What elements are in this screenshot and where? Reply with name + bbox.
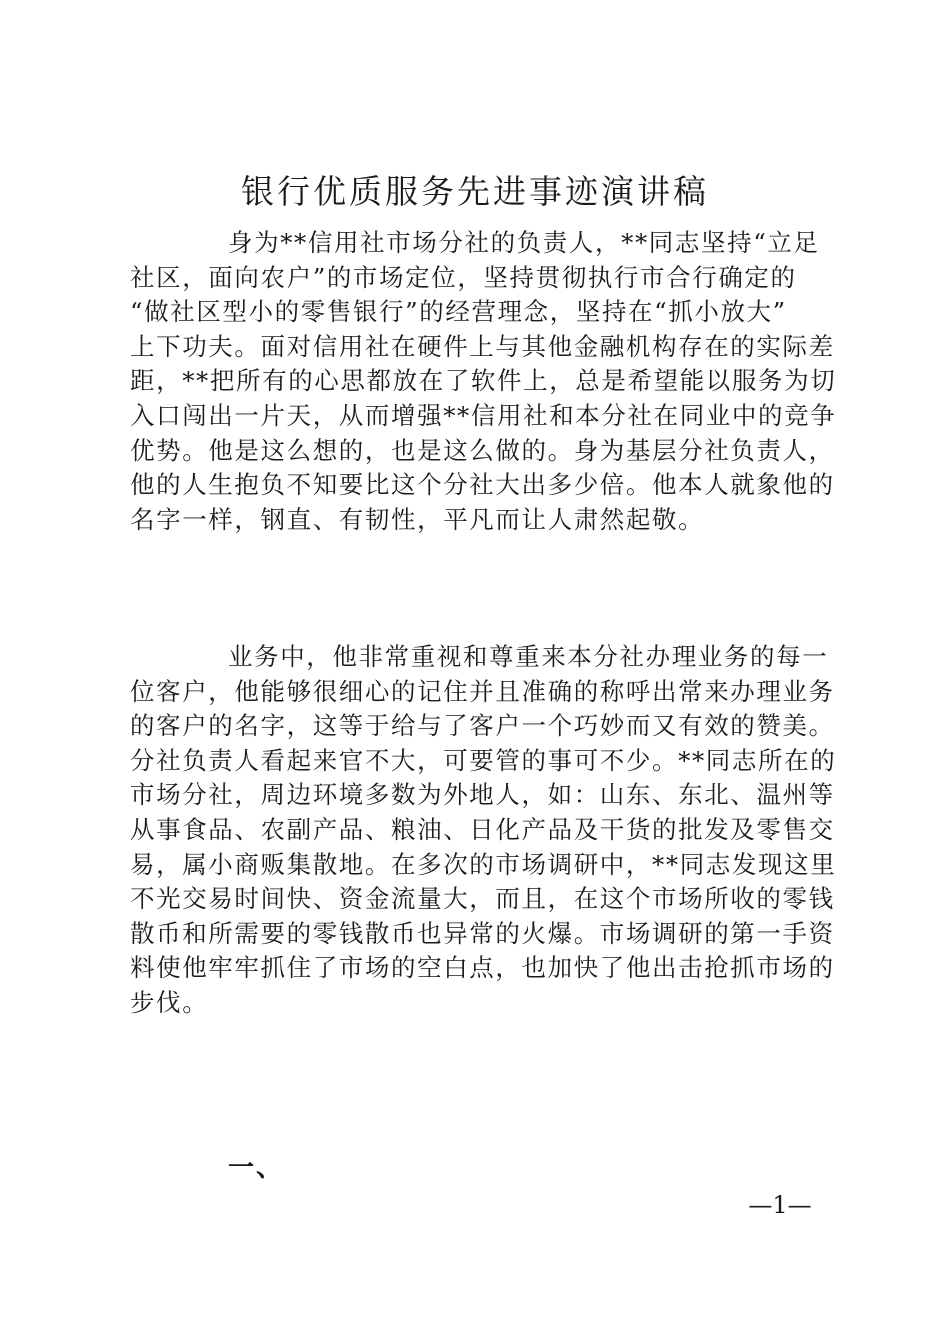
paragraph-2-line: 业务中，他非常重视和尊重来本分社办理业务的每一 (228, 642, 829, 671)
paragraph-1-line: 名字一样，钢直、有韧性，平凡而让人肃然起敬。 (130, 504, 705, 534)
paragraph-1-line: 社区，面向农户”的市场定位，坚持贯彻执行市合行确定的 (130, 262, 797, 292)
paragraph-2-line: 散币和所需要的零钱散币也异常的火爆。市场调研的第一手资 (130, 918, 835, 948)
paragraph-2-line: 步伐。 (130, 987, 209, 1017)
paragraph-1 (130, 226, 837, 537)
paragraph-2-line: 不光交易时间快、资金流量大，而且，在这个市场所收的零钱 (130, 884, 835, 914)
paragraph-1-line: 优势。他是这么想的，也是这么做的。身为基层分社负责人， (130, 435, 835, 465)
paragraph-2-line: 易，属小商贩集散地。在多次的市场调研中，**同志发现这里 (130, 849, 837, 879)
paragraph-1-line: “做社区型小的零售银行”的经营理念，坚持在“抓小放大” (130, 297, 787, 327)
paragraph-1-line: 距，**把所有的心思都放在了软件上，总是希望能以服务为切 (130, 366, 837, 396)
paragraph-2-line: 市场分社，周边环境多数为外地人，如：山东、东北、温州等 (130, 780, 835, 810)
paragraph-2-line: 料使他牢牢抓住了市场的空白点，也加快了他出击抢抓市场的 (130, 953, 835, 983)
paragraph-2-line: 的客户的名字，这等于给与了客户一个巧妙而又有效的赞美。 (130, 711, 835, 741)
paragraph-2 (130, 640, 837, 1021)
document-title: 银行优质服务先进事迹演讲稿 (241, 172, 709, 211)
paragraph-1-line: 身为**信用社市场分社的负责人，**同志坚持“立足 (228, 228, 820, 257)
paragraph-2-line: 位客户，他能够很细心的记住并且准确的称呼出常来办理业务 (130, 676, 835, 706)
paragraph-2-line: 从事食品、农副产品、粮油、日化产品及干货的批发及零售交 (130, 814, 835, 844)
page-number: —1— (748, 1191, 812, 1219)
section-heading: 一、 (228, 1153, 285, 1183)
paragraph-2-line: 分社负责人看起来官不大，可要管的事可不少。**同志所在的 (130, 745, 837, 775)
paragraph-1-line: 他的人生抱负不知要比这个分社大出多少倍。他本人就象他的 (130, 470, 835, 500)
paragraph-1-line: 入口闯出一片天，从而增强**信用社和本分社在同业中的竞争 (130, 400, 837, 430)
paragraph-1-line: 上下功夫。面对信用社在硬件上与其他金融机构存在的实际差 (130, 331, 835, 361)
